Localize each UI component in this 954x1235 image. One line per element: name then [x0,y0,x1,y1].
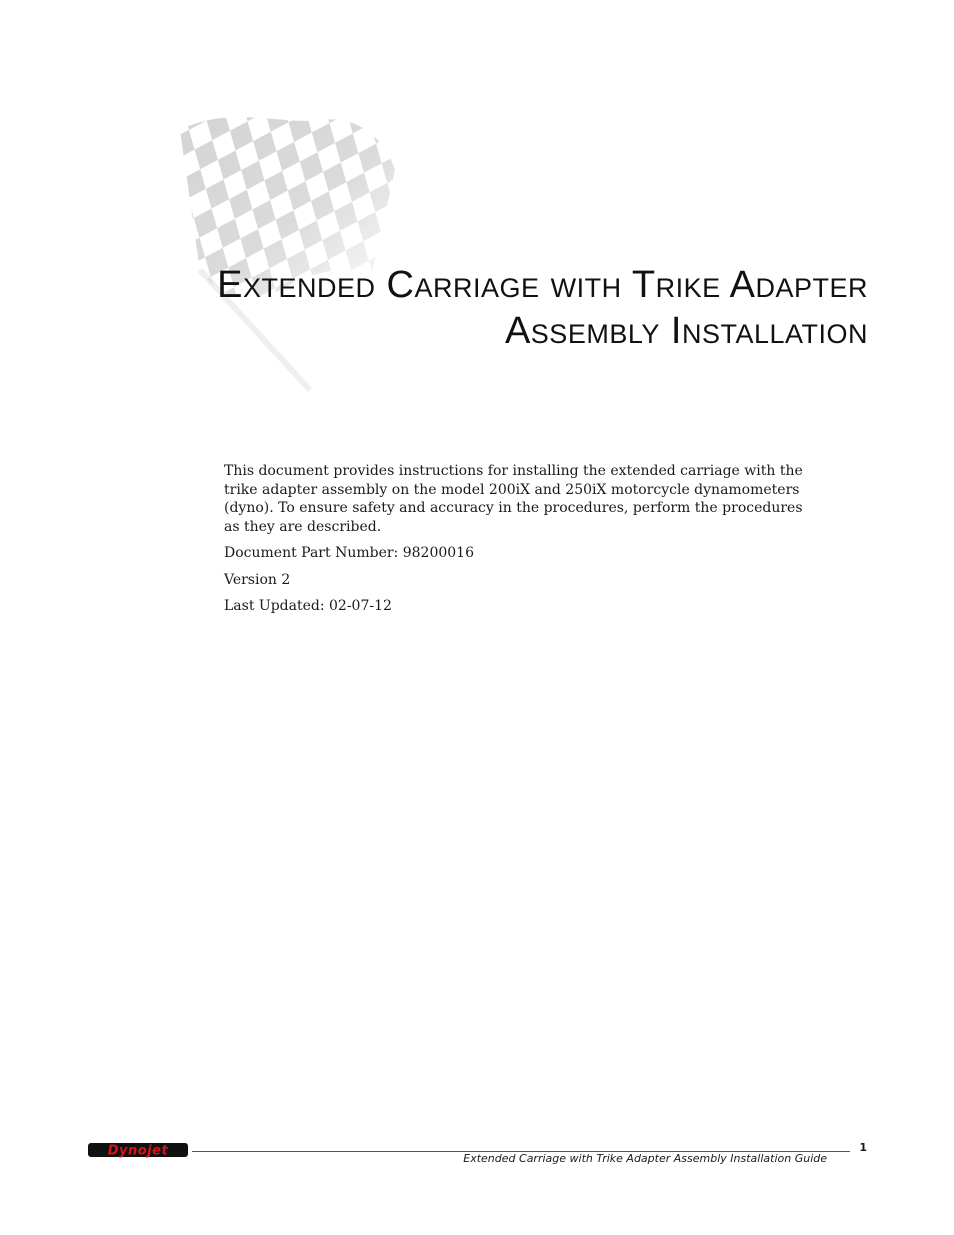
logo-text: Dynojet [107,1143,169,1159]
title-line-2: Assembly Installation [504,310,868,352]
checkered-flag-icon [160,100,410,400]
title-line-1: Extended Carriage with Trike Adapter [217,264,868,306]
part-number: Document Part Number: 98200016 [224,545,474,561]
intro-paragraph: This document provides instructions for installing the extended carriage with the trike adapter assembly on the model 200iX and 250iX motorcycle dynamometers (dyno). To ensure safety and accuracy in the procedures, perform the procedures as they are described. [224,463,803,535]
last-updated: Last Updated: 02-07-12 [224,598,392,614]
dynojet-logo [86,1141,190,1159]
page-number: 1 [859,1141,867,1154]
document-body [224,462,814,624]
version-text: Version 2 [224,571,291,588]
footer-guide-title: Extended Carriage with Trike Adapter Assembly Installation Guide [463,1152,827,1165]
document-title [217,262,868,354]
